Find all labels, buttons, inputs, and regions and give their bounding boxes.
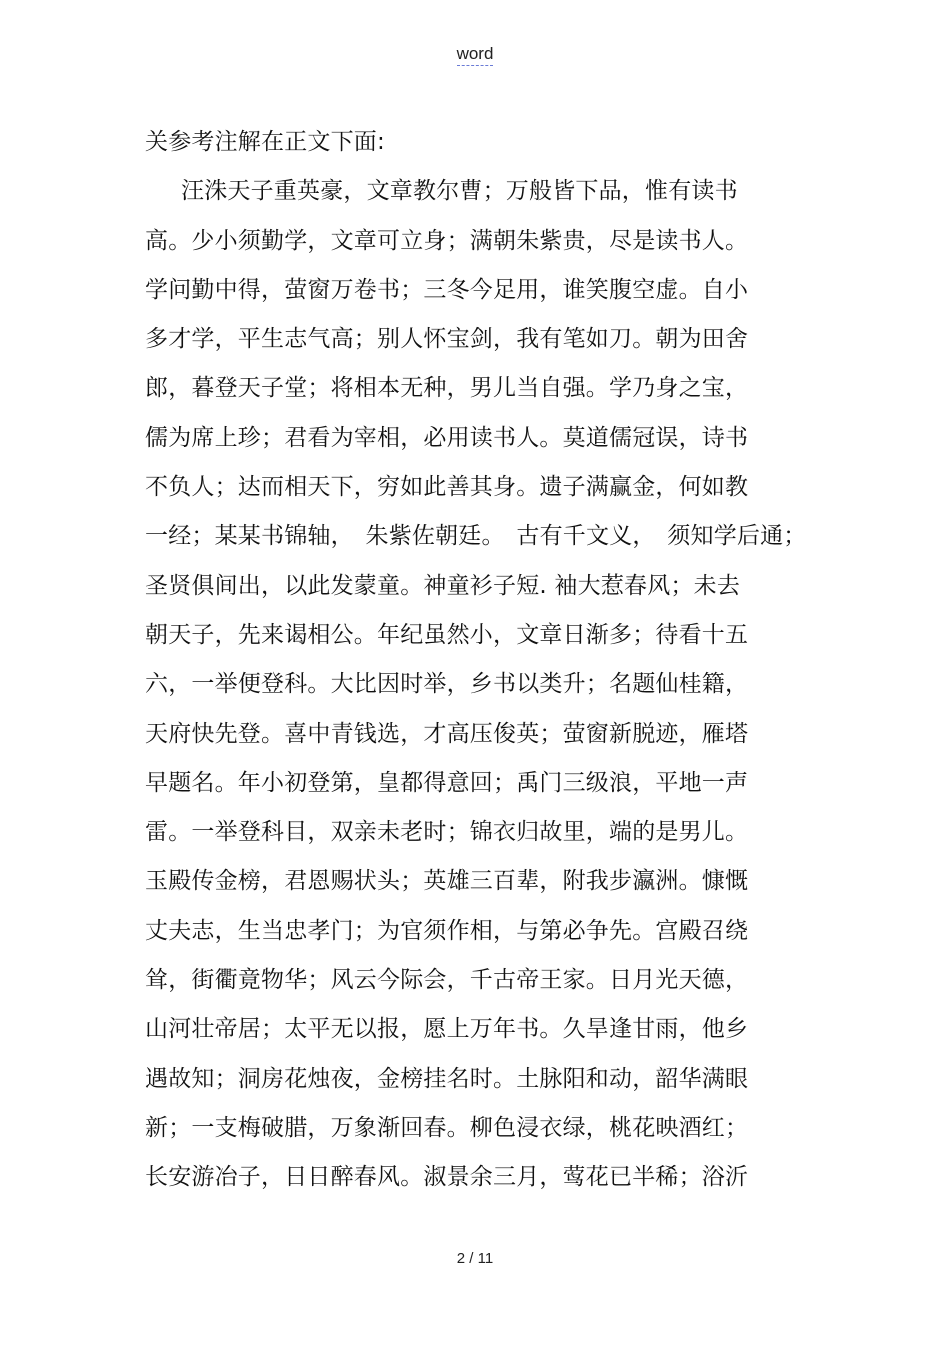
text-line: 高。少小须勤学，文章可立身；满朝朱紫贵，尽是读书人。 bbox=[145, 227, 749, 254]
page-footer bbox=[0, 1249, 950, 1269]
text-line: 遇故知；洞房花烛夜，金榜挂名时。土脉阳和动，韶华满眼 bbox=[145, 1065, 749, 1092]
text-line: 六，一举便登科。大比因时举，乡书以类升；名题仙桂籍， bbox=[145, 671, 749, 698]
text-line: 丈夫志，生当忠孝门；为官须作相，与第必争先。宫殿召绕 bbox=[145, 917, 749, 944]
text-line: 多才学，平生志气高；别人怀宝剑，我有笔如刀。朝为田舍 bbox=[145, 326, 749, 353]
text-line: 早题名。年小初登第，皇都得意回；禹门三级浪，平地一声 bbox=[145, 769, 749, 796]
text-line: 雷。一举登科目，双亲未老时；锦衣归故里，端的是男儿。 bbox=[145, 819, 749, 846]
text-line: 关参考注解在正文下面: bbox=[145, 129, 385, 155]
text-line: 天府快先登。喜中青钱选，才高压俊英；萤窗新脱迹，雁塔 bbox=[145, 720, 749, 747]
text-line: 朝天子，先来谒相公。年纪虽然小，文章日渐多；待看十五 bbox=[145, 621, 749, 648]
text-line: 山河壮帝居；太平无以报，愿上万年书。久旱逢甘雨，他乡 bbox=[145, 1016, 749, 1043]
document-body bbox=[145, 118, 845, 1203]
text-line: 汪洙天子重英豪，文章教尔曹；万般皆下品，惟有读书 bbox=[181, 178, 738, 205]
text-line: 圣贤俱间出，以此发蒙童。神童衫子短. 袖大惹春风；未去 bbox=[145, 572, 741, 599]
text-line: 玉殿传金榜，君恩赐状头；英雄三百辈，附我步瀛洲。慷慨 bbox=[145, 868, 749, 895]
text-line: 学问勤中得，萤窗万卷书；三冬今足用，谁笑腹空虚。自小 bbox=[145, 276, 749, 303]
text-line: 长安游冶子，日日醉春风。淑景余三月，莺花已半稀；浴沂 bbox=[145, 1164, 749, 1191]
text-line: 耸，街衢竟物华；风云今际会，千古帝王家。日月光天德， bbox=[145, 967, 749, 994]
text-line: 新；一支梅破腊，万象渐回春。柳色浸衣绿，桃花映酒红； bbox=[145, 1114, 749, 1141]
text-line: 一经；某某书锦轴， 朱紫佐朝廷。 古有千文义， 须知学后通； bbox=[145, 523, 807, 550]
page-header bbox=[0, 42, 950, 66]
text-line: 儒为席上珍；君看为宰相，必用读书人。莫道儒冠误，诗书 bbox=[145, 424, 749, 451]
header-title: word bbox=[457, 44, 494, 66]
text-line: 不负人；达而相天下，穷如此善其身。遗子满赢金，何如教 bbox=[145, 474, 749, 501]
page-number: 2 / 11 bbox=[456, 1250, 494, 1267]
text-line: 郎，暮登天子堂；将相本无种，男儿当自强。学乃身之宝， bbox=[145, 375, 749, 402]
